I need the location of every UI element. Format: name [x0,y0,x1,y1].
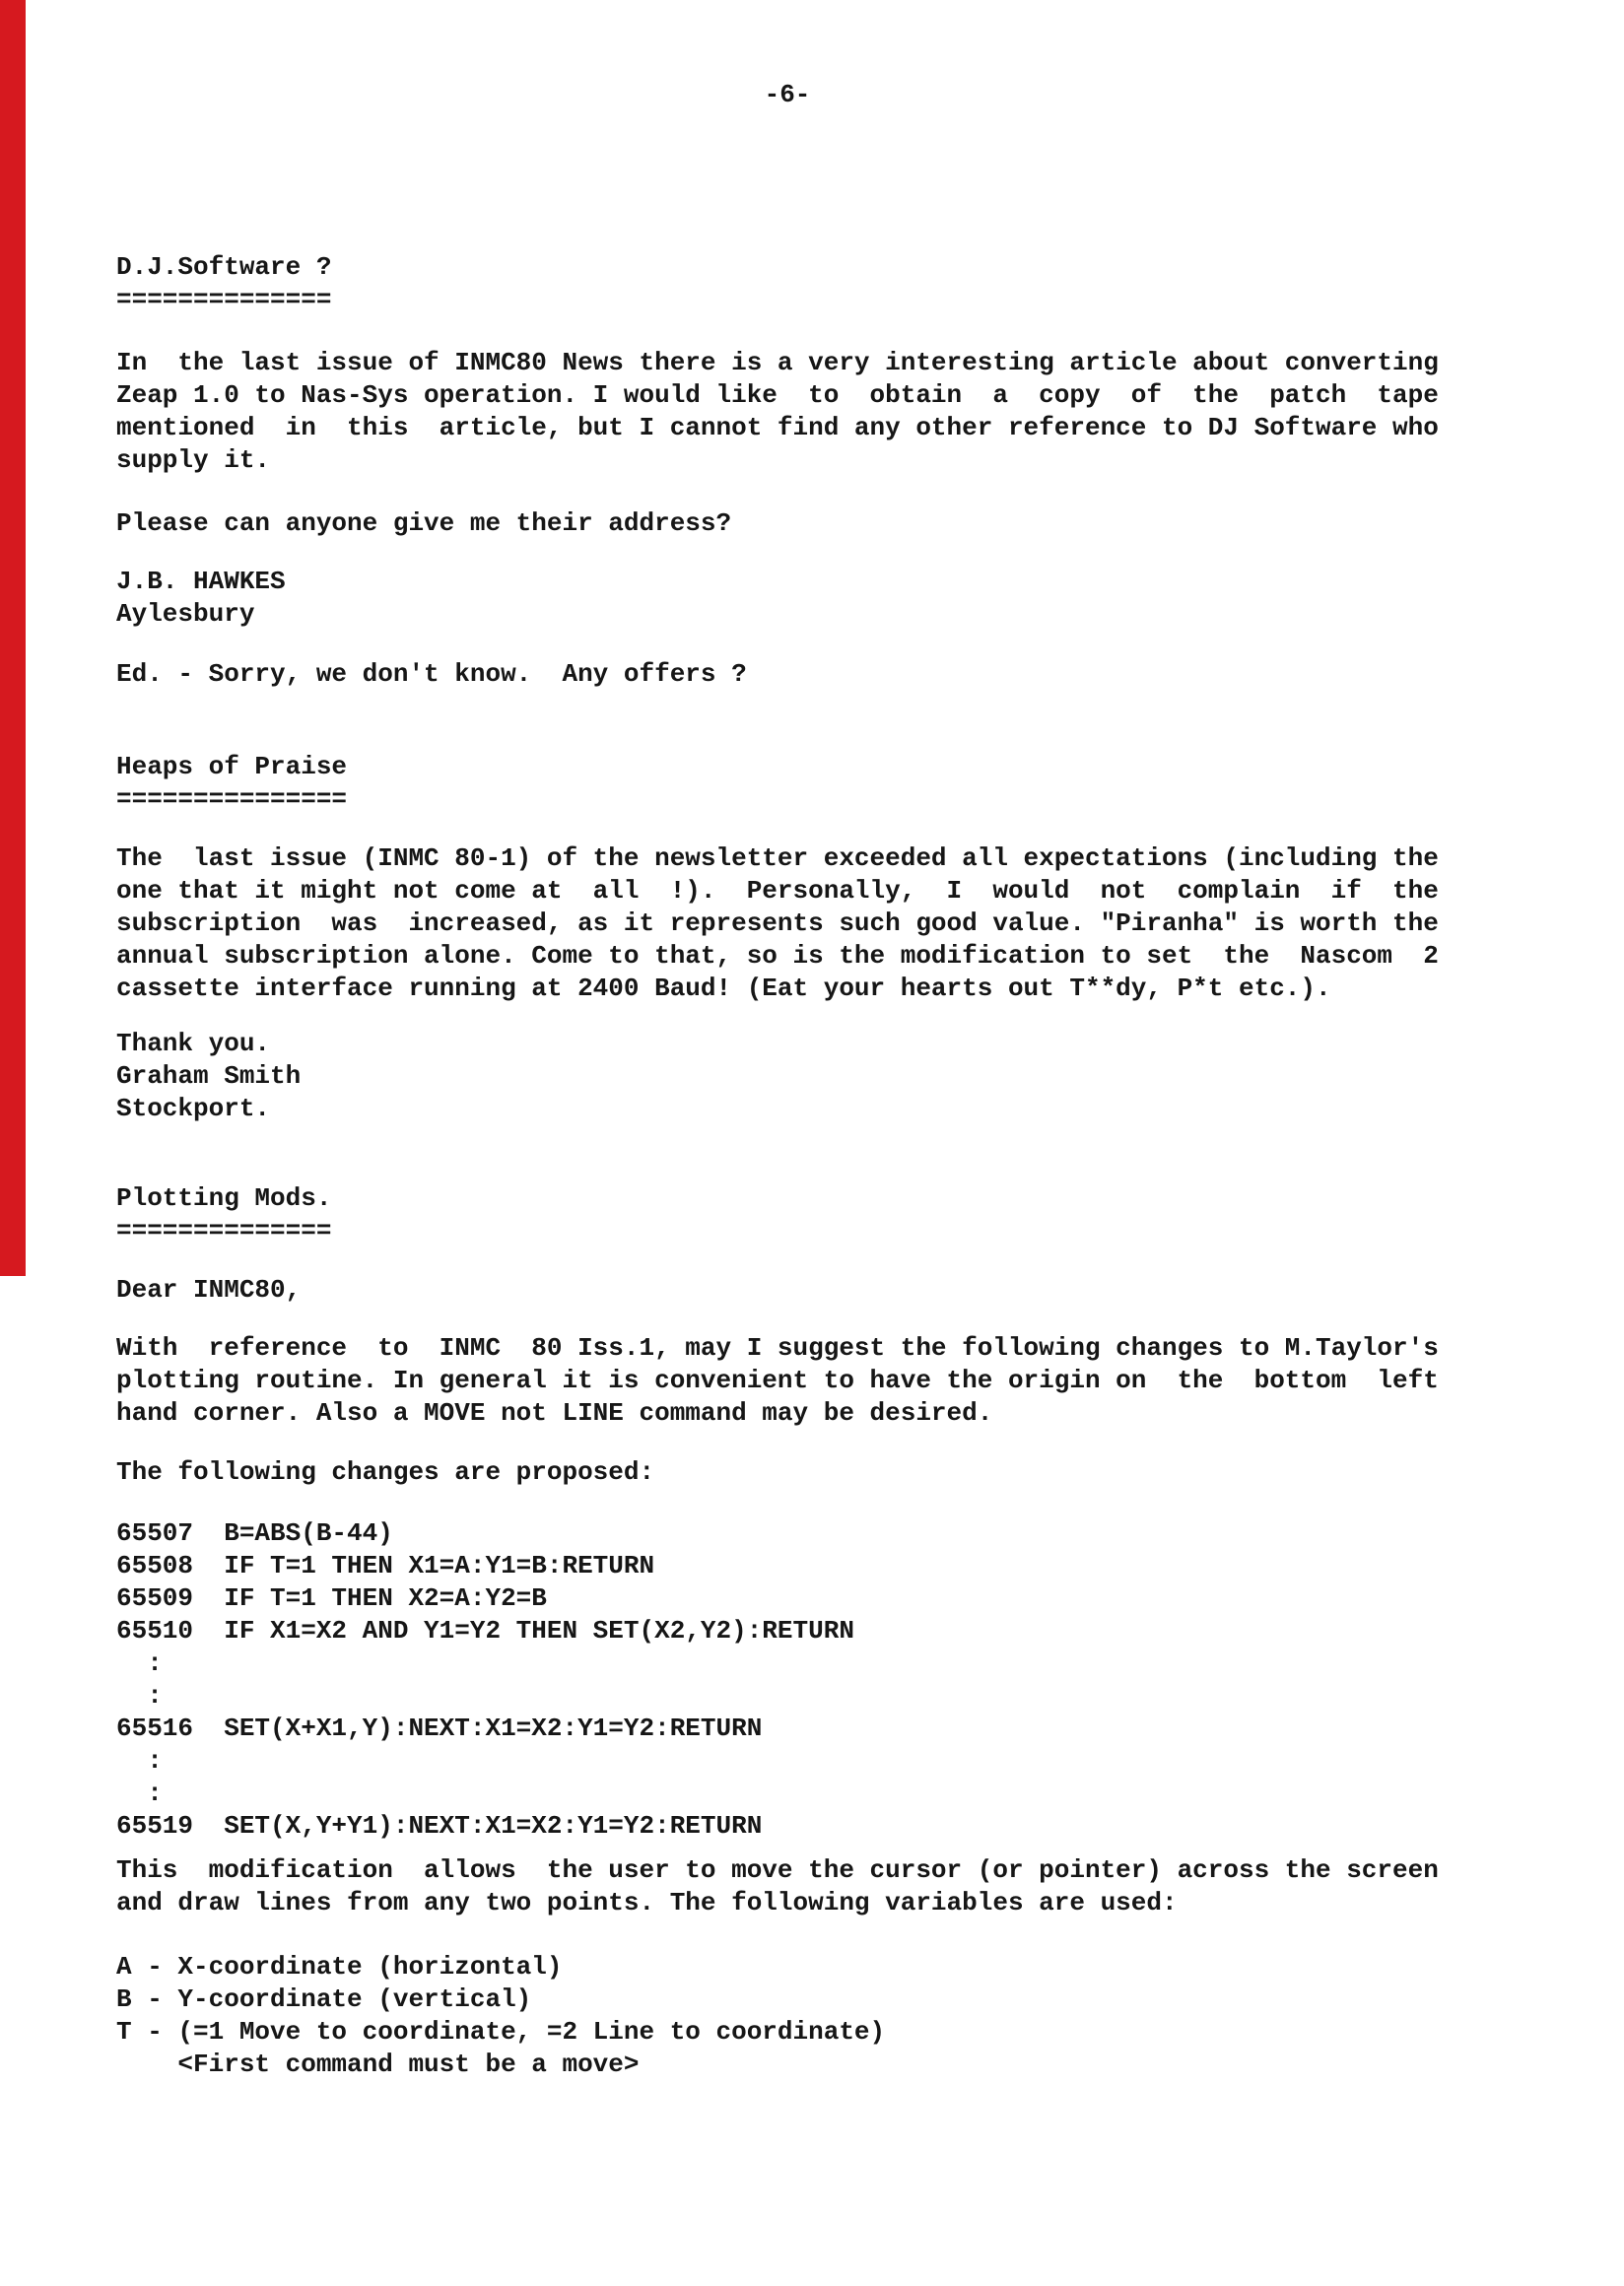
variable-line: A - X-coordinate (horizontal) [116,1952,563,1982]
code-line: 65510 IF X1=X2 AND Y1=Y2 THEN SET(X2,Y2):RETURN [116,1616,854,1646]
heading-underline: ============== [116,1216,332,1245]
paragraph [116,347,1476,477]
text-line: The last issue (INMC 80-1) of the newsletter exceeded all expectations (including the [116,843,1439,873]
text-line: subscription was increased, as it represents such good value. "Piranha" is worth the [116,908,1439,938]
text-line: Please can anyone give me their address? [116,508,732,538]
code-line: 65519 SET(X,Y+Y1):NEXT:X1=X2:Y1=Y2:RETURN [116,1811,763,1841]
paragraph [116,1854,1476,1919]
text-line: This modification allows the user to move the cursor (or pointer) across the screen [116,1855,1439,1885]
section-title: Plotting Mods. [116,1183,332,1213]
signature-name: J.B. HAWKES [116,567,286,596]
text-line: supply it. [116,445,271,475]
variable-line: B - Y-coordinate (vertical) [116,1984,532,2014]
code-ellipsis-line: : [116,1746,163,1776]
text-line: one that it might not come at all !). Personally, I would not complain if the [116,876,1439,906]
paragraph [116,1456,1476,1489]
section-heaps-of-praise-heading [116,751,1476,816]
salutation [116,1274,1476,1307]
section-dj-software-heading [116,251,1476,316]
page-number-label: -6- [764,80,811,109]
code-line: 65508 IF T=1 THEN X1=A:Y1=B:RETURN [116,1551,655,1580]
code-ellipsis-line: : [116,1779,163,1808]
paragraph [116,1332,1476,1430]
text-line: annual subscription alone. Come to that, so is the modification to set the Nascom 2 [116,941,1439,971]
text-line: Zeap 1.0 to Nas-Sys operation. I would like to obtain a copy of the patch tape [116,380,1439,410]
text-line: mentioned in this article, but I cannot find any other reference to DJ Software who [116,413,1439,442]
text-line: In the last issue of INMC80 News there is a very interesting article about converting [116,348,1439,377]
text-line: and draw lines from any two points. The following variables are used: [116,1888,1178,1917]
page-number [116,79,1458,111]
code-line: 65516 SET(X+X1,Y):NEXT:X1=X2:Y1=Y2:RETURN [116,1714,763,1743]
variable-line: <First command must be a move> [116,2050,640,2079]
text-line: cassette interface running at 2400 Baud! (Eat your hearts out T**dy, P*t etc.). [116,974,1331,1003]
paragraph [116,842,1476,1005]
heading-underline: ============== [116,285,332,314]
signature-graham-smith [116,1028,1476,1125]
variable-list [116,1951,1476,2081]
signature-place: Aylesbury [116,599,255,629]
code-line: 65509 IF T=1 THEN X2=A:Y2=B [116,1583,547,1613]
page-content [116,79,1476,2081]
section-title: D.J.Software ? [116,252,332,282]
text-line: hand corner. Also a MOVE not LINE command may be desired. [116,1398,993,1428]
section-plotting-mods-heading [116,1182,1476,1247]
signature-hawkes [116,566,1476,631]
text-line: Dear INMC80, [116,1275,302,1305]
text-line: plotting routine. In general it is convenient to have the origin on the bottom left [116,1366,1439,1395]
code-ellipsis-line: : [116,1681,163,1711]
variable-line: T - (=1 Move to coordinate, =2 Line to coordinate) [116,2017,886,2047]
text-line: Ed. - Sorry, we don't know. Any offers ? [116,659,747,689]
signature-thanks: Thank you. [116,1029,271,1058]
signature-place: Stockport. [116,1094,271,1123]
editor-note [116,658,1476,691]
heading-underline: =============== [116,784,348,814]
signature-name: Graham Smith [116,1061,302,1091]
code-line: 65507 B=ABS(B-44) [116,1518,393,1548]
paragraph [116,507,1476,540]
scan-margin-stripe [0,0,26,1276]
code-listing [116,1517,1476,1843]
text-line: The following changes are proposed: [116,1457,655,1487]
section-title: Heaps of Praise [116,752,348,781]
code-ellipsis-line: : [116,1648,163,1678]
text-line: With reference to INMC 80 Iss.1, may I suggest the following changes to M.Taylor's [116,1333,1439,1363]
